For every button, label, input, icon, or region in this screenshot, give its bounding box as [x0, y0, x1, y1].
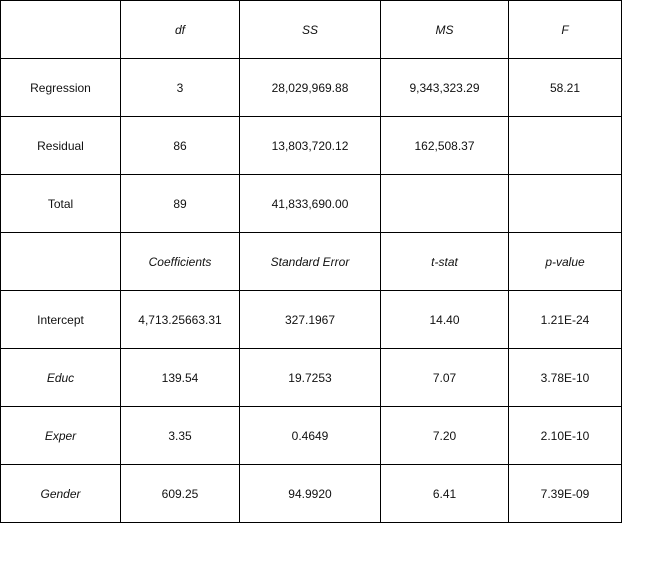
coefficient-cell: 139.54 [121, 349, 240, 407]
row-label: Exper [1, 407, 121, 465]
ss-cell: 41,833,690.00 [240, 175, 381, 233]
table-row-regression [1, 59, 622, 117]
header-t-stat: t-stat [381, 233, 509, 291]
header-ms: MS [381, 1, 509, 59]
table-row-residual [1, 117, 622, 175]
df-cell: 89 [121, 175, 240, 233]
df-cell: 86 [121, 117, 240, 175]
standard-error-cell: 94.9920 [240, 465, 381, 523]
header-blank-cell [1, 233, 121, 291]
header-f: F [509, 1, 622, 59]
standard-error-cell: 0.4649 [240, 407, 381, 465]
f-cell [509, 117, 622, 175]
table-row-total [1, 175, 622, 233]
coefficients-header-row [1, 233, 622, 291]
ms-cell: 9,343,323.29 [381, 59, 509, 117]
coefficient-cell: 3.35 [121, 407, 240, 465]
ms-cell [381, 175, 509, 233]
ss-cell: 28,029,969.88 [240, 59, 381, 117]
p-value-cell: 7.39E-09 [509, 465, 622, 523]
row-label: Gender [1, 465, 121, 523]
f-cell: 58.21 [509, 59, 622, 117]
header-standard-error: Standard Error [240, 233, 381, 291]
table-row-exper [1, 407, 622, 465]
table-row-intercept [1, 291, 622, 349]
standard-error-cell: 19.7253 [240, 349, 381, 407]
anova-header-row [1, 1, 622, 59]
header-coefficients: Coefficients [121, 233, 240, 291]
row-label: Educ [1, 349, 121, 407]
t-stat-cell: 7.20 [381, 407, 509, 465]
coefficient-cell: 609.25 [121, 465, 240, 523]
coefficient-cell: 4,713.25663.31 [121, 291, 240, 349]
standard-error-cell: 327.1967 [240, 291, 381, 349]
t-stat-cell: 6.41 [381, 465, 509, 523]
ss-cell: 13,803,720.12 [240, 117, 381, 175]
row-label: Regression [1, 59, 121, 117]
row-label: Residual [1, 117, 121, 175]
header-ss: SS [240, 1, 381, 59]
header-p-value: p-value [509, 233, 622, 291]
table-row-gender [1, 465, 622, 523]
t-stat-cell: 7.07 [381, 349, 509, 407]
row-label: Total [1, 175, 121, 233]
ms-cell: 162,508.37 [381, 117, 509, 175]
p-value-cell: 2.10E-10 [509, 407, 622, 465]
header-blank-cell [1, 1, 121, 59]
f-cell [509, 175, 622, 233]
df-cell: 3 [121, 59, 240, 117]
t-stat-cell: 14.40 [381, 291, 509, 349]
header-df: df [121, 1, 240, 59]
table-row-educ [1, 349, 622, 407]
row-label: Intercept [1, 291, 121, 349]
p-value-cell: 1.21E-24 [509, 291, 622, 349]
p-value-cell: 3.78E-10 [509, 349, 622, 407]
